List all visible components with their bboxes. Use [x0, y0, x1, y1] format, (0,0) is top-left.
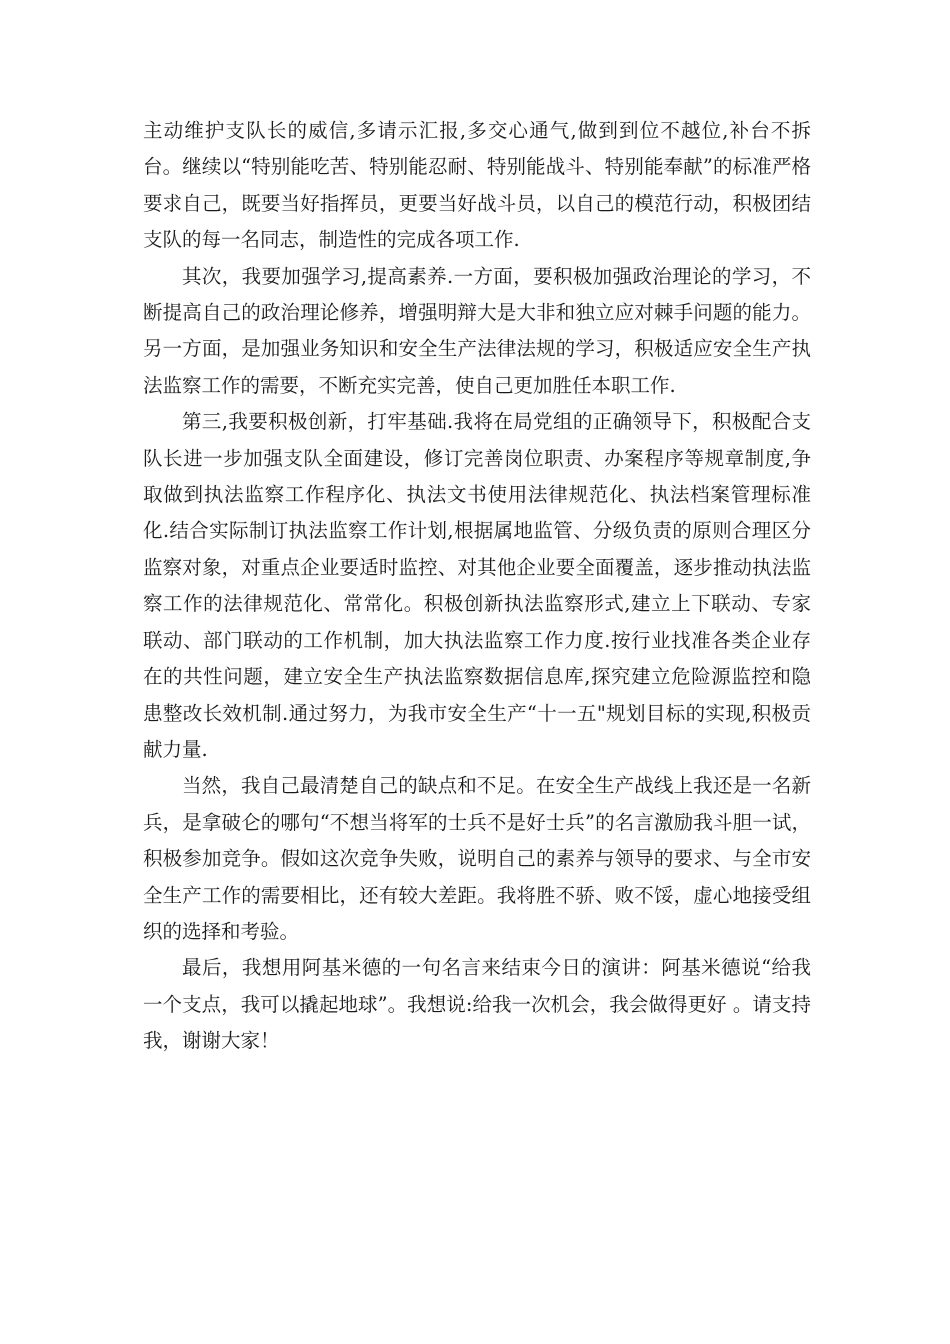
document-body [143, 113, 811, 1060]
paragraph-5: 最后，我想用阿基米德的一句名言来结束今日的演讲：阿基米德说“给我一个支点，我可以撬起地球”。我想说:给我一次机会，我会做得更好 。请支持我，谢谢大家！ [143, 956, 811, 1053]
paragraph-2: 其次，我要加强学习,提高素养.一方面，要积极加强政治理论的学习，不断提高自己的政治理论修养，增强明辩大是大非和独立应对棘手问题的能力。另一方面，是加强业务知识和安全生产法律法规的学习，积极适应安全生产执法监察工作的需要，不断充实完善，使自己更加胜任本职工作. [143, 264, 811, 397]
paragraph-4: 当然，我自己最清楚自己的缺点和不足。在安全生产战线上我还是一名新兵，是拿破仑的哪句“不想当将军的士兵不是好士兵”的名言激励我斗胆一试，积极参加竞争。假如这次竞争失败，说明自己的素养与领导的要求、与全市安全生产工作的需要相比，还有较大差距。我将胜不骄、败不馁，虚心地接受组织的选择和考验。 [143, 774, 811, 943]
paragraph-1: 主动维护支队长的威信,多请示汇报,多交心通气,做到到位不越位,补台不拆台。继续以“特别能吃苦、特别能忍耐、特别能战斗、特别能奉献”的标准严格要求自己，既要当好指挥员，更要当好战斗员，以自己的模范行动，积极团结支队的每一名同志，制造性的完成各项工作. [143, 119, 811, 252]
paragraph-3: 第三,我要积极创新，打牢基础.我将在局党组的正确领导下，积极配合支队长进一步加强支队全面建设，修订完善岗位职责、办案程序等规章制度,争取做到执法监察工作程序化、执法文书使用法律规范化、执法档案管理标准化.结合实际制订执法监察工作计划,根据属地监管、分级负责的原则合理区分监察对象，对重点企业要适时监控、对其他企业要全面覆盖，逐步推动执法监察工作的法律规范化、常常化。积极创新执法监察形式,建立上下联动、专家联动、部门联动的工作机制，加大执法监察工作力度.按行业找准各类企业存在的共性问题，建立安全生产执法监察数据信息库,探究建立危险源监控和隐患整改长效机制.通过努力，为我市安全生产“十一五"规划目标的实现,积极贡献力量. [143, 410, 811, 761]
